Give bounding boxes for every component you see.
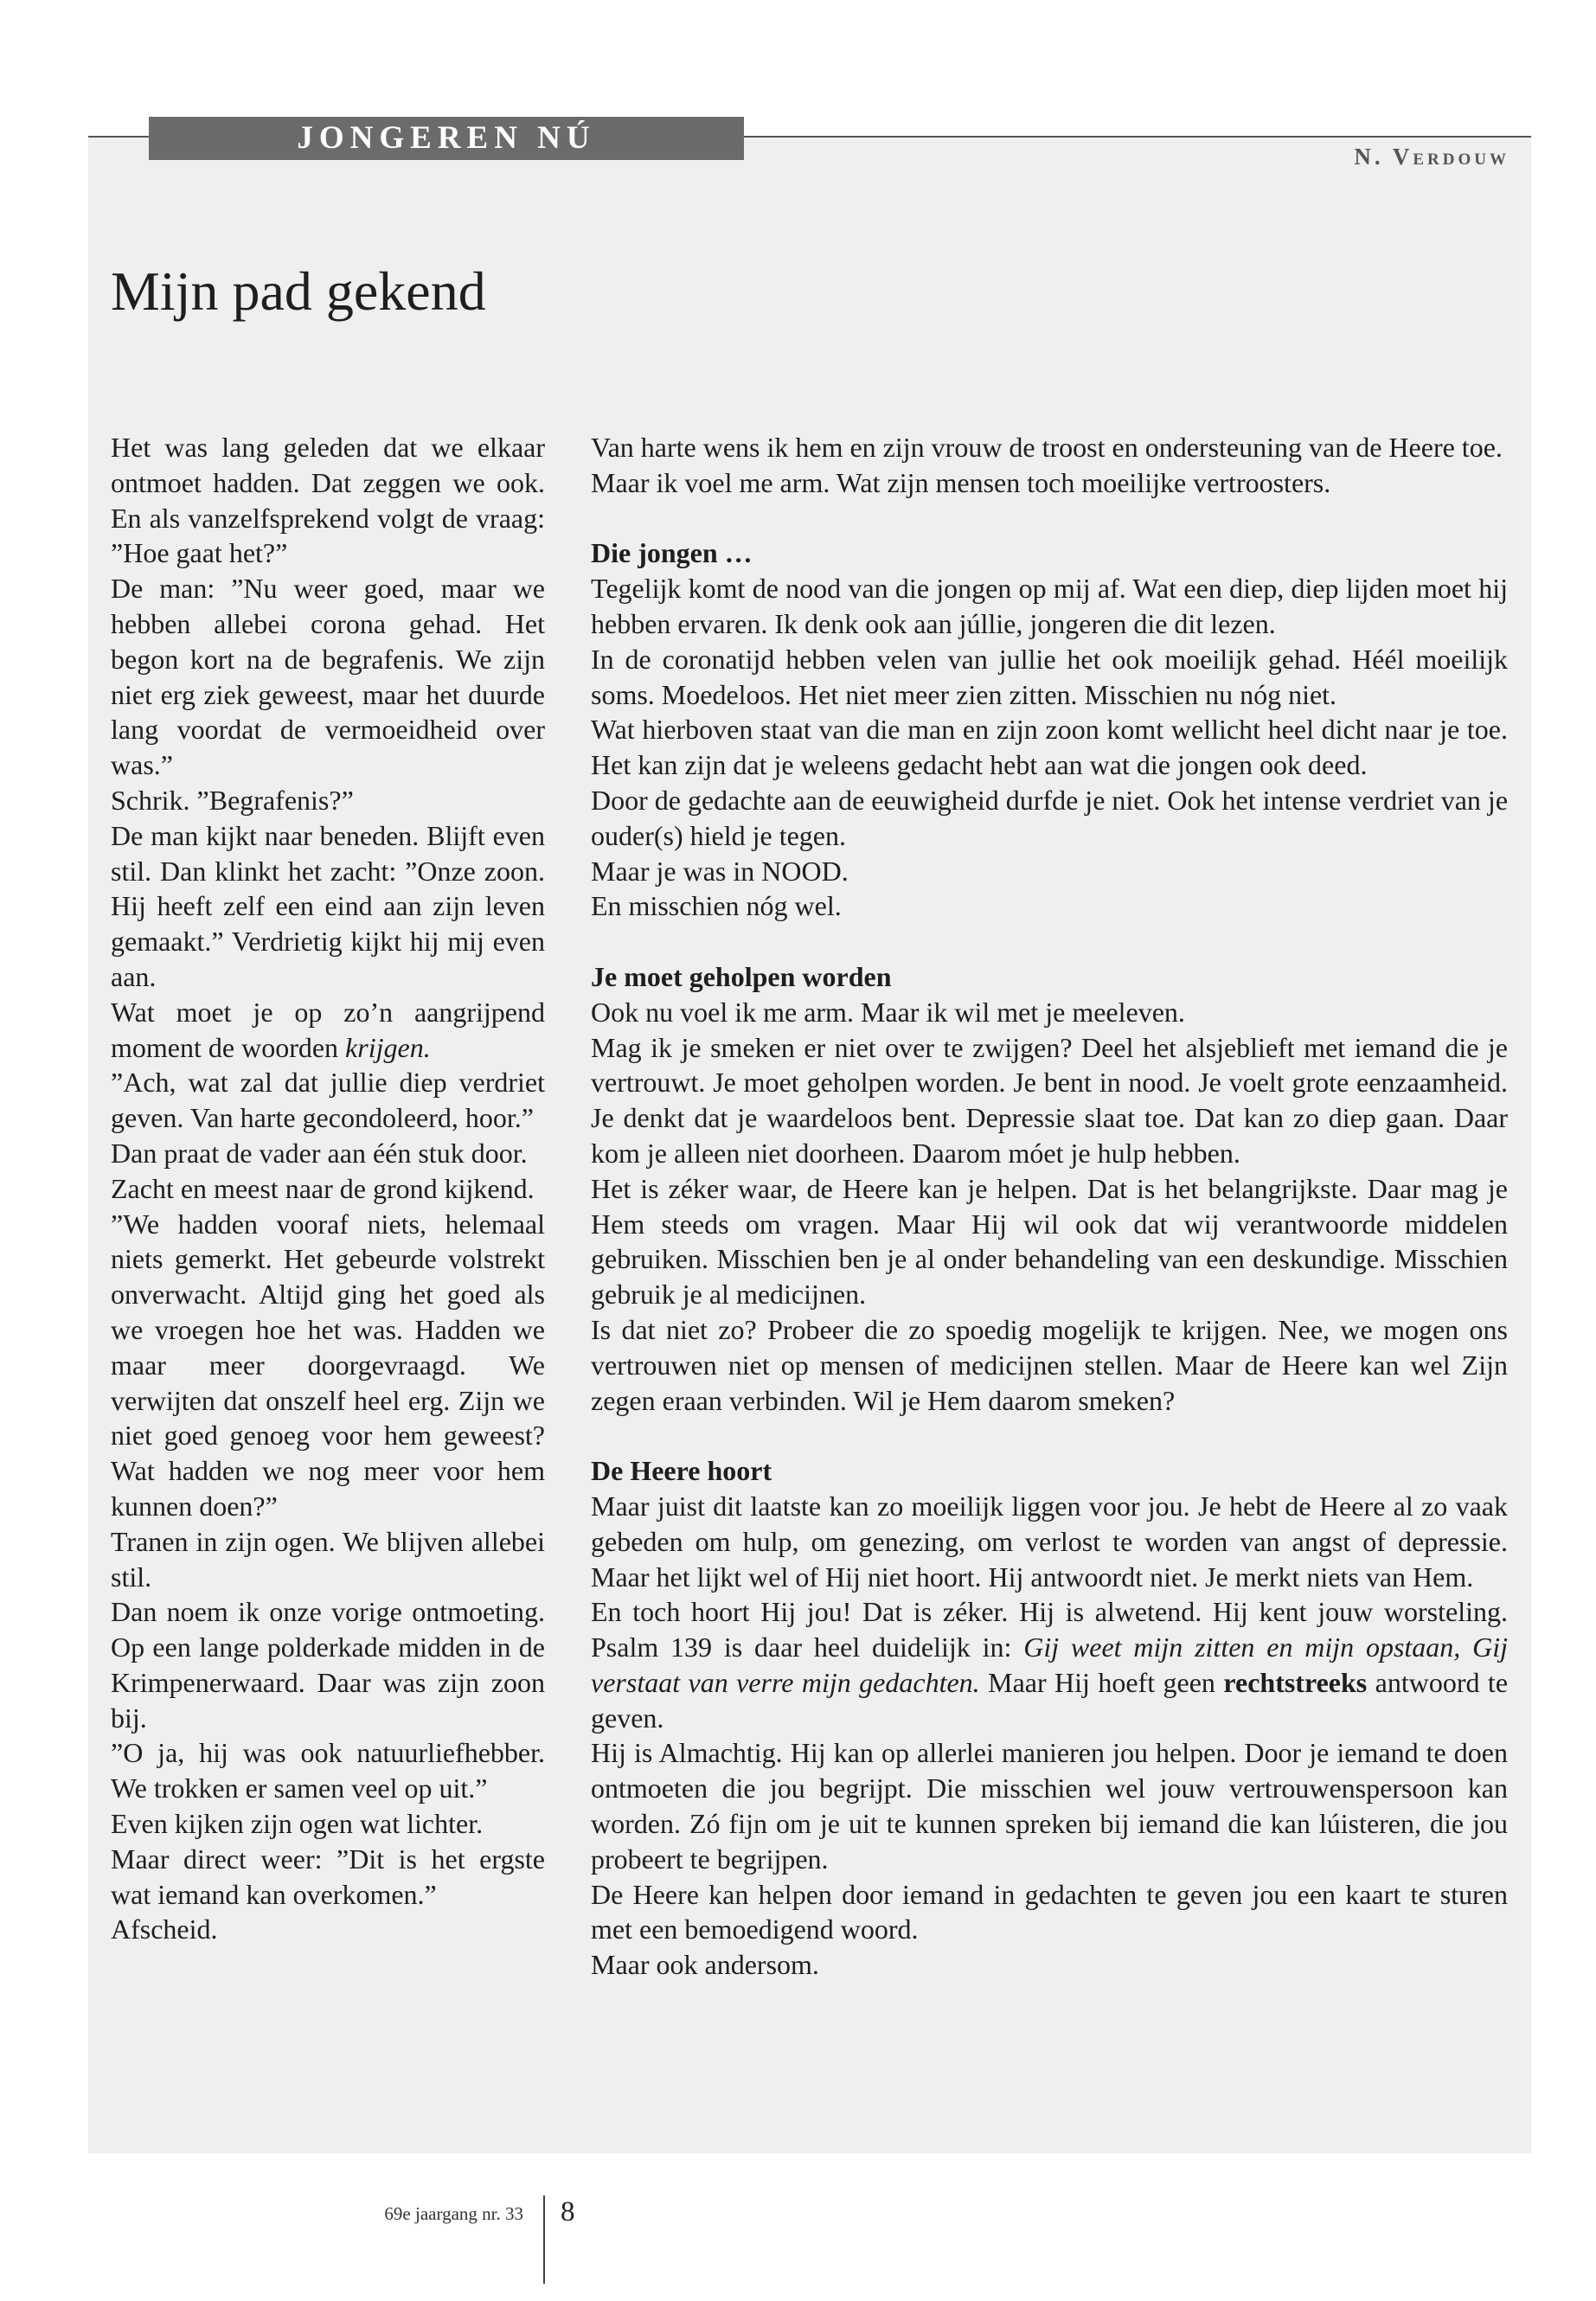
paragraph: Schrik. ”Begrafenis?” [111,784,354,816]
paragraph: Maar ik voel me arm. Wat zijn mensen toch moeilijke vertroosters. [591,466,1331,498]
paragraph: ”O ja, hij was ook natuurliefhebber. We trokken er samen veel op uit.” [111,1737,545,1804]
paragraph [111,995,545,1066]
paragraph: ”We hadden vooraf niets, helemaal niets gemerkt. Het gebeurde volstrekt onverwacht. Altijd ging het goed als we vroegen hoe het was. Hadden we maar meer doorgevraagd. We verwijten dat onszelf heel erg. Zijn we niet goed genoeg voor hem geweest? Wat hadden we nog meer voor hem kunnen doen?” [111,1208,545,1522]
paragraph: Maar ook andersom. [591,1949,819,1981]
section-label: JONGEREN NÚ [149,117,744,160]
subheading: De Heere hoort [591,1455,772,1487]
paragraph: Maar juist dit laatste kan zo moeilijk liggen voor jou. Je hebt de Heere al zo vaak gebeden om hulp, om genezing, om verlost te worden van angst of depressie. Maar het lijkt wel of Hij niet hoort. Hij antwoordt niet. Je merkt niets van Hem. [591,1490,1508,1593]
text-span: Maar Hij hoeft geen [988,1666,1215,1698]
paragraph: Maar je was in NOOD. [591,855,849,887]
paragraph: Afscheid. [111,1913,218,1945]
paragraph: Wat hierboven staat van die man en zijn zoon komt wellicht heel dicht naar je toe. Het kan zijn dat je weleens gedacht hebt aan wat die jongen ook deed. [591,714,1508,781]
spacer [591,501,1508,536]
spacer [591,1418,1508,1453]
paragraph: Van harte wens ik hem en zijn vrouw de troost en ondersteuning van de Heere toe. [591,432,1503,463]
paragraph: In de coronatijd hebben velen van jullie het ook moeilijk gehad. Héél moeilijk soms. Moedeloos. Het niet meer zien zitten. Misschien nu nóg niet. [591,643,1508,710]
paragraph: Hij is Almachtig. Hij kan op allerlei manieren jou helpen. Door je iemand te doen ontmoeten die jou begrijpt. Die misschien wel jouw vertrouwenspersoon kan worden. Zó fijn om je uit te kunnen spreken bij iemand die kan lúisteren, die jou probeert te begrijpen. [591,1737,1508,1875]
footer-divider [543,2195,545,2284]
paragraph [591,1594,1508,1735]
paragraph: Ook nu voel ik me arm. Maar ik wil met je meeleven. [591,996,1185,1028]
page-number: 8 [561,2196,575,2227]
subheading: Die jongen … [591,537,753,569]
article-title: Mijn pad gekend [111,260,486,322]
paragraph: Mag ik je smeken er niet over te zwijgen? Deel het alsjeblieft met iemand die je vertrouwt. Je moet geholpen worden. Je bent in nood. Je voelt grote eenzaamheid. Je denkt dat je waardeloos bent. Depressie slaat toe. Dat kan zo diep gaan. Daar kom je alleen niet doorheen. Daarom móet je hulp hebben. [591,1031,1508,1169]
paragraph: Tegelijk komt de nood van die jongen op mij af. Wat een diep, diep lijden moet hij hebben ervaren. Ik denk ook aan júllie, jongeren die dit lezen. [591,573,1508,639]
text-span: Wat moet je op zo’n aangrijpend moment de woorden [111,996,545,1063]
left-column [111,430,545,1947]
italic-quote: Gij weet mijn zitten en mijn opstaan, Gij verstaat van verre mijn gedachten. [591,1631,1509,1698]
bold-span: rechtstreeks [1223,1666,1368,1698]
paragraph: Dan praat de vader aan één stuk door. [111,1137,528,1169]
paragraph: Het is zéker waar, de Heere kan je helpen. Dat is het belangrijkste. Daar mag je Hem steeds om vragen. Maar Hij wil ook dat wij verantwoorde middelen gebruiken. Misschien ben je al onder behandeling van een deskundige. Misschien gebruik je al medicijnen. [591,1172,1508,1311]
paragraph: En misschien nóg wel. [591,890,842,922]
author-name: N. Verdouw [1354,144,1509,170]
subheading: Je moet geholpen worden [591,960,892,992]
paragraph: Door de gedachte aan de eeuwigheid durfde je niet. Ook het intense verdriet van je ouder(s) hield je tegen. [591,784,1509,851]
spacer [591,924,1508,959]
paragraph: De man kijkt naar beneden. Blijft even stil. Dan klinkt het zacht: ”Onze zoon. Hij heeft zelf een eind aan zijn leven gemaakt.” Verdrietig kijkt hij mij even aan. [111,819,545,992]
paragraph: ”Ach, wat zal dat jullie diep verdriet geven. Van harte gecondoleerd, hoor.” [111,1067,545,1134]
paragraph: Het was lang geleden dat we elkaar ontmoet hadden. Dat zeggen we ook. En als vanzelfsprekend volgt de vraag: ”Hoe gaat het?” [111,432,545,569]
right-column [591,430,1508,1983]
text-span: antwoord te geven. [591,1666,1509,1734]
paragraph: De Heere kan helpen door iemand in gedachten te geven jou een kaart te sturen met een bemoedigend woord. [591,1878,1508,1945]
paragraph: Tranen in zijn ogen. We blijven allebei stil. [111,1525,545,1593]
paragraph: Zacht en meest naar de grond kijkend. [111,1172,535,1204]
paragraph: Is dat niet zo? Probeer die zo spoedig mogelijk te krijgen. Nee, we mogen ons vertrouwen niet op mensen of medicijnen stellen. Maar de Heere kan wel Zijn zegen eraan verbinden. Wil je Hem daarom smeken? [591,1313,1508,1416]
text-span: En toch hoort Hij jou! Dat is zéker. Hij is alwetend. Hij kent jouw worsteling. Psalm 139 is daar heel duidelijk in: [591,1596,1508,1663]
issue-info: 69e jaargang nr. 33 [384,2203,523,2224]
italic-span: krijgen. [345,1031,431,1063]
paragraph: Even kijken zijn ogen wat lichter. [111,1808,484,1840]
paragraph: De man: ”Nu weer goed, maar we hebben allebei corona gehad. Het begon kort na de begrafenis. We zijn niet erg ziek geweest, maar het duurde lang voordat de vermoeidheid over was.” [111,573,545,781]
paragraph: Dan noem ik onze vorige ontmoeting. Op een lange polderkade midden in de Krimpenerwaard. Daar was zijn zoon bij. [111,1596,545,1734]
paragraph: Maar direct weer: ”Dit is het ergste wat iemand kan overkomen.” [111,1843,545,1910]
